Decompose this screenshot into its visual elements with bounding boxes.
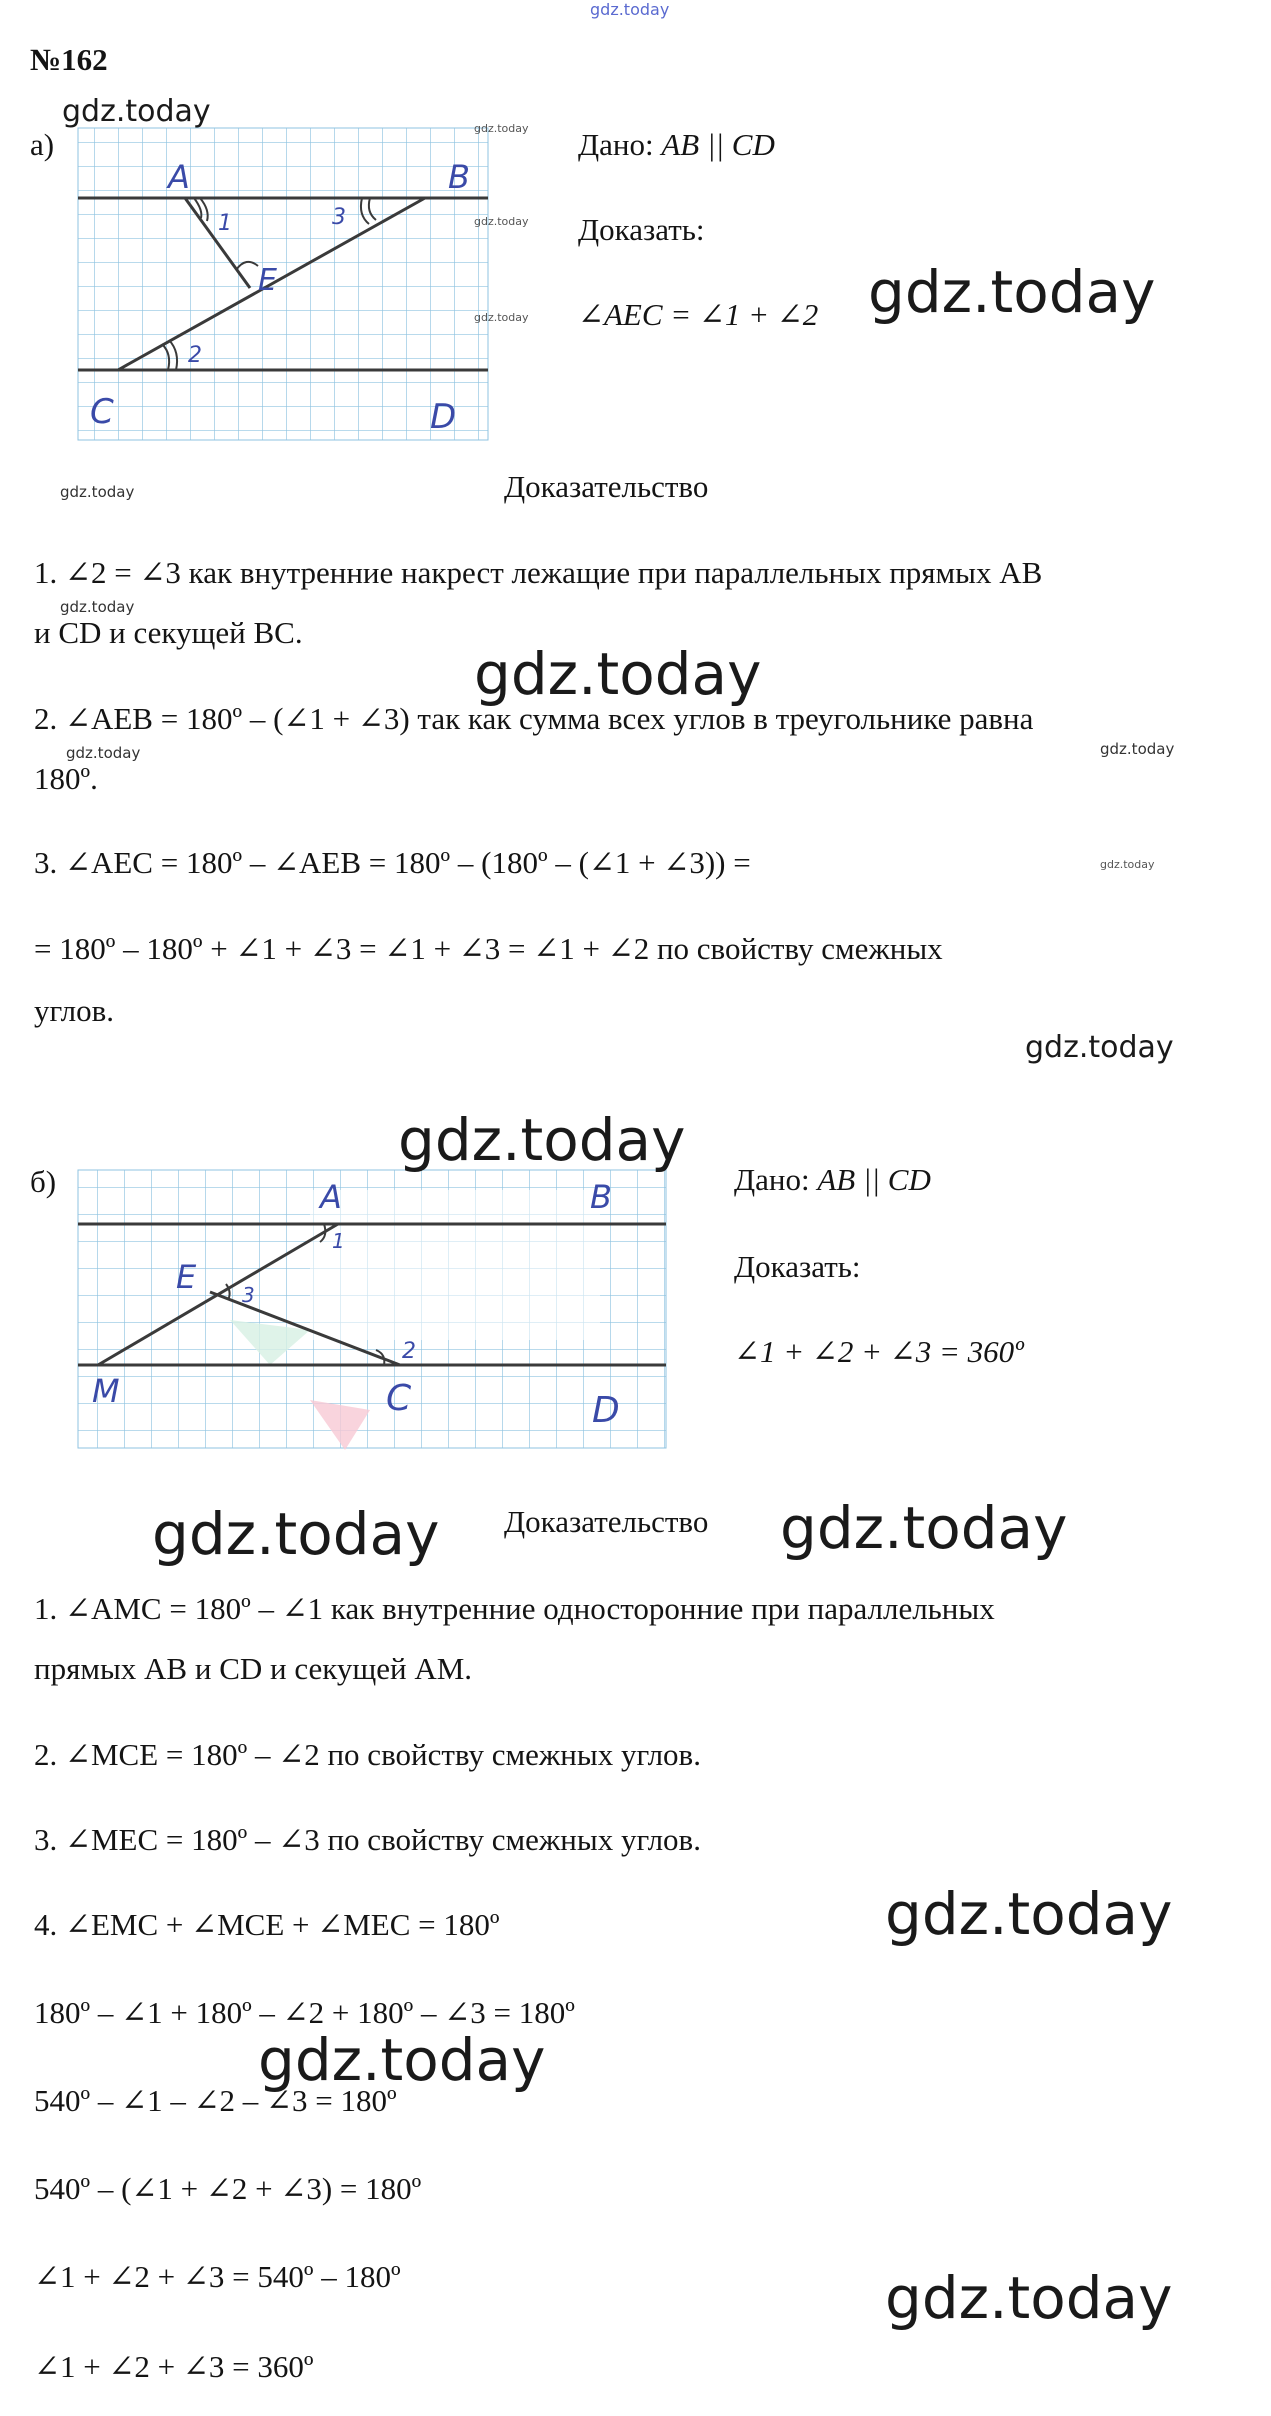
part-a-given-value: AB || CD [661, 127, 775, 162]
part-a-given-label: Дано: [578, 127, 654, 162]
fig-b-label-a: A [320, 1178, 342, 1216]
part-a-proof-title: Доказательство [504, 469, 709, 504]
part-b-step-4-line-1: 4. ∠EMC + ∠MCE + ∠MEC = 180º [34, 1907, 500, 1942]
watermark-14: gdz.today [152, 1500, 440, 1568]
part-a-label: а) [30, 127, 55, 162]
part-b-proof-title: Доказательство [504, 1504, 709, 1539]
part-a-given [578, 128, 775, 162]
part-b-step-5-line-1: 180º – ∠1 + 180º – ∠2 + 180º – ∠3 = 180º [34, 1995, 575, 2030]
part-b-step-6-line-1: 540º – ∠1 – ∠2 – ∠3 = 180º [34, 2083, 397, 2118]
part-a-step-2-line-1: 2. ∠AEB = 180º – (∠1 + ∠3) так как сумма всех углов в треугольнике равна [34, 701, 1034, 736]
watermark-7: gdz.today [60, 598, 135, 616]
fig-a-label-c: C [90, 392, 114, 432]
watermark-8: gdz.today [474, 640, 762, 708]
part-b-step-9-line-1: ∠1 + ∠2 + ∠3 = 360º [34, 2349, 314, 2384]
part-b-step-8-line-1: ∠1 + ∠2 + ∠3 = 540º – 180º [34, 2259, 401, 2294]
watermark-17: gdz.today [258, 2026, 546, 2094]
watermark-4: gdz.today [474, 311, 529, 324]
watermark-2: gdz.today [474, 122, 529, 135]
part-a-prove-statement: ∠AEC = ∠1 + ∠2 [578, 297, 819, 332]
part-b-step-1-line-2: прямых AB и CD и секущей AM. [34, 1651, 473, 1686]
watermark-9: gdz.today [66, 744, 141, 762]
part-b-given-value: AB || CD [817, 1162, 931, 1197]
part-b-prove-statement: ∠1 + ∠2 + ∠3 = 360º [734, 1334, 1024, 1369]
fig-b-num-3: 3 [242, 1283, 255, 1307]
fig-b-num-1: 1 [332, 1229, 345, 1253]
watermark-1: gdz.today [62, 94, 211, 129]
watermark-15: gdz.today [780, 1494, 1068, 1562]
part-a-prove-label: Доказать: [578, 212, 705, 247]
fig-a-num-3: 3 [332, 205, 346, 230]
watermark-11: gdz.today [1100, 858, 1155, 871]
watermark-13: gdz.today [398, 1106, 686, 1174]
part-a-step-1-line-2: и CD и секущей BC. [34, 615, 303, 650]
part-b-prove-label: Доказать: [734, 1249, 861, 1284]
watermark-5: gdz.today [868, 258, 1156, 326]
part-b-step-3-line-1: 3. ∠MEC = 180º – ∠3 по свойству смежных углов. [34, 1822, 701, 1857]
part-b-step-7-line-1: 540º – (∠1 + ∠2 + ∠3) = 180º [34, 2171, 422, 2206]
fig-a-label-b: B [448, 158, 470, 196]
grid-a [78, 128, 488, 440]
part-b-step-2-line-1: 2. ∠MCE = 180º – ∠2 по свойству смежных углов. [34, 1737, 701, 1772]
fig-a-label-d: D [430, 397, 457, 437]
problem-number: №162 [30, 42, 108, 77]
fig-b-label-d: D [592, 1390, 620, 1431]
part-a-step-2-line-2: 180º. [34, 761, 98, 796]
part-a-step-3-line-1: 3. ∠AEC = 180º – ∠AEB = 180º – (180º – (∠1 + ∠3)) = [34, 845, 751, 880]
figure-b [70, 1160, 680, 1460]
fig-a-label-a: A [168, 158, 190, 196]
part-a-step-4-line-1: = 180º – 180º + ∠1 + ∠3 = ∠1 + ∠3 = ∠1 + ∠2 по свойству смежных [34, 931, 943, 966]
fig-a-label-e: E [258, 263, 277, 298]
part-a-step-1-line-1: 1. ∠2 = ∠3 как внутренние накрест лежащие при параллельных прямых AB [34, 555, 1043, 590]
fig-a-num-1: 1 [218, 211, 232, 236]
part-b-given [734, 1163, 931, 1197]
watermark-3: gdz.today [474, 215, 529, 228]
watermark-10: gdz.today [1100, 740, 1175, 758]
fig-a-num-2: 2 [188, 343, 202, 368]
part-b-given-label: Дано: [734, 1162, 810, 1197]
watermark-12: gdz.today [1025, 1030, 1174, 1065]
watermark-top: gdz.today [590, 0, 670, 19]
figure-a [70, 118, 500, 448]
fig-b-label-b: B [590, 1178, 612, 1216]
fig-b-label-c: C [386, 1378, 412, 1419]
fig-b-label-e: E [176, 1258, 197, 1296]
watermark-6: gdz.today [60, 483, 135, 501]
fig-b-label-m: M [92, 1372, 120, 1410]
part-b-step-1-line-1: 1. ∠AMC = 180º – ∠1 как внутренние односторонние при параллельных [34, 1591, 995, 1626]
watermark-18: gdz.today [885, 2264, 1173, 2332]
part-b-label: б) [30, 1164, 57, 1199]
fig-b-num-2: 2 [402, 1339, 416, 1364]
part-a-step-4-line-2: углов. [34, 993, 114, 1028]
watermark-16: gdz.today [885, 1880, 1173, 1948]
overlay-patch [310, 1190, 600, 1340]
